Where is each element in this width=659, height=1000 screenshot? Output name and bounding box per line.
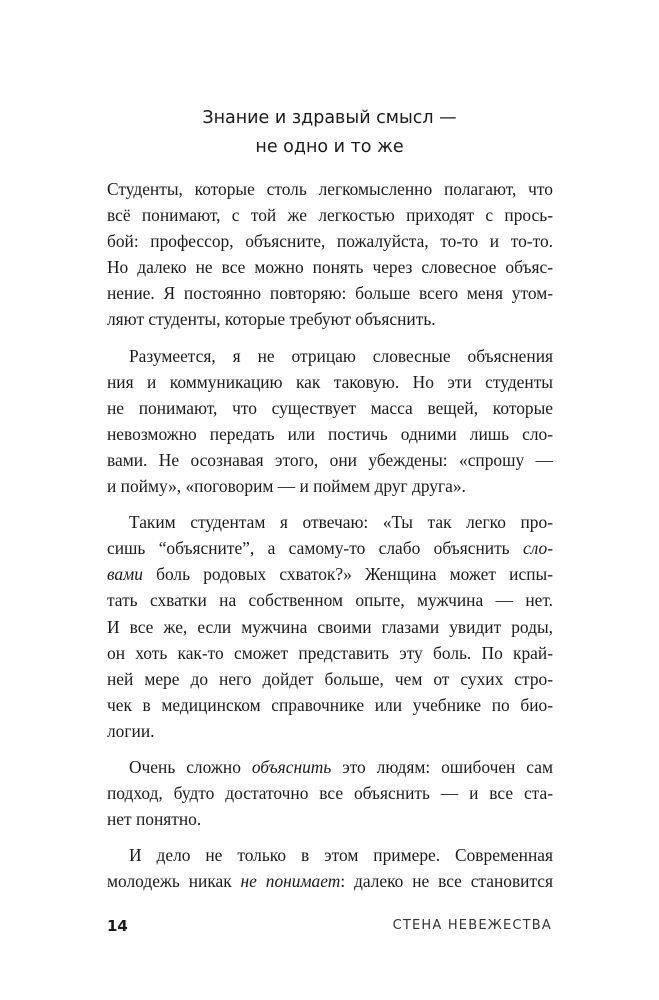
text-line	[107, 535, 553, 561]
paragraph	[107, 176, 553, 333]
italic-text: вами	[107, 564, 143, 585]
text-line: Но далеко не все можно понять через словесное объяс-	[107, 257, 553, 278]
text-line: ния и коммуникацию как таковую. Но эти студенты	[107, 371, 553, 392]
text-segment: это людям: ошибочен сам	[342, 756, 553, 777]
text-segment: молодежь никак	[107, 871, 232, 892]
heading-line: не одно и то же	[255, 137, 404, 157]
text-segment: : далеко не все становится	[340, 871, 554, 892]
text-line: логии.	[107, 720, 155, 741]
text-line: невозможно передать или постичь одними лишь сло-	[107, 423, 553, 444]
page-number: 14	[107, 917, 128, 935]
text-line: И дело не только в этом примере. Современная	[129, 845, 553, 866]
body-text	[107, 176, 553, 894]
text-line: тать схватки на собственном опыте, мужчина — нет.	[107, 590, 553, 611]
text-line	[107, 754, 553, 780]
text-line: не понимают, что существует масса вещей, которые	[107, 397, 553, 418]
text-line: он хоть как-то сможет представить эту боль. По край-	[107, 642, 553, 663]
text-segment: сишь “объясните”, а самому-то слабо объяснить	[107, 538, 510, 559]
text-line: нение. Я постоянно повторяю: больше всего меня утом-	[107, 283, 553, 304]
italic-text: сло-	[522, 538, 553, 559]
text-line: Студенты, которые столь легкомысленно полагают, что	[107, 179, 553, 199]
paragraph	[107, 842, 553, 894]
text-line: и пойму», «поговорим — и поймем друг друга».	[107, 476, 466, 497]
italic-text: объяснить	[251, 756, 332, 777]
text-line: подход, будто достаточно все объяснить — и все ста-	[107, 783, 553, 804]
heading-line: Знание и здравый смысл —	[202, 108, 457, 128]
text-segment: Очень сложно	[129, 756, 241, 777]
text-line: И все же, если мужчина своими глазами увидит роды,	[107, 616, 553, 637]
section-heading	[0, 104, 659, 162]
text-line	[107, 561, 553, 587]
text-line	[107, 868, 553, 894]
running-title: СТЕНА НЕВЕЖЕСТВА	[392, 918, 552, 933]
text-line: Разумеется, я не отрицаю словесные объяснения	[129, 345, 553, 366]
text-line: бой: профессор, объясните, пожалуйста, то-то и то-то.	[107, 231, 553, 252]
italic-text: не понимает	[240, 871, 341, 892]
paragraph	[107, 754, 553, 832]
text-line: чек в медицинском справочнике или учебнике по био-	[107, 694, 553, 715]
text-line: Таким студентам я отвечаю: «Ты так легко про-	[129, 512, 553, 533]
text-line: вами. Не осознавая этого, они убеждены: «спрошу —	[107, 449, 553, 470]
text-line: ней мере до него дойдет больше, чем от сухих стро-	[107, 668, 553, 689]
text-line: ляют студенты, которые требуют объяснить.	[107, 309, 436, 330]
text-segment: боль родовых схваток?» Женщина может испы-	[156, 564, 553, 585]
text-line: всё понимают, с той же легкостью приходят с прось-	[107, 205, 553, 226]
paragraph	[107, 509, 553, 744]
text-line: нет понятно.	[107, 809, 202, 830]
paragraph	[107, 343, 553, 500]
